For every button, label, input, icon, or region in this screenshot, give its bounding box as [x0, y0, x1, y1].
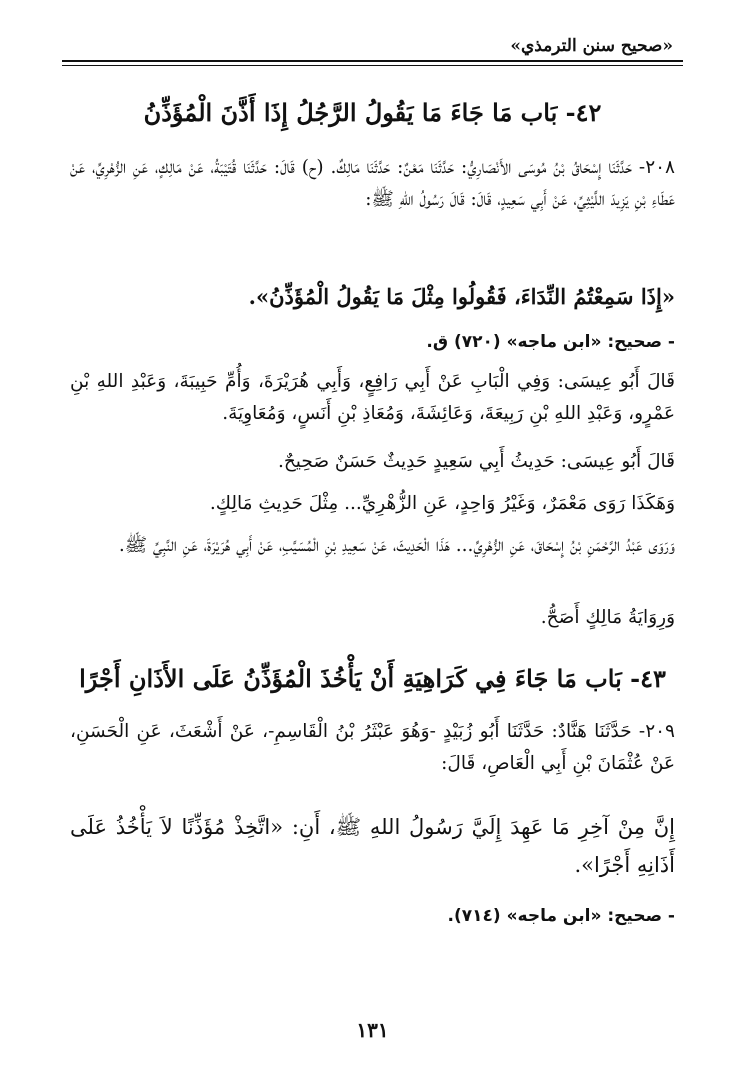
hadith-208-matn: «إِذَا سَمِعْتُمُ النِّدَاءَ، فَقُولُوا مِثْلَ مَا يَقُولُ الْمُؤَذِّنُ».: [248, 284, 675, 309]
narration-note-abdurrahman: وَرَوَى عَبْدُ الرَّحْمَنِ بْنُ إِسْحَاقَ، عَنِ الزُّهْرِيِّ... هَذَا الْحَدِيثَ، عَنْ سَعِيدِ بْنِ الْمُسَيَّبِ، عَنْ أَبِي هُرَيْرَةَ، عَنِ النَّبِيِّ ﷺ.: [118, 535, 675, 556]
chapter-42-title: ٤٢- بَاب مَا جَاءَ مَا يَقُولُ الرَّجُلُ إِذَا أَذَّنَ الْمُؤَذِّنُ: [143, 98, 602, 127]
abu-isa-comment-chapter: قَالَ أَبُو عِيسَى: وَفِي الْبَابِ عَنْ أَبِي رَافِعٍ، وَأَبِي هُرَيْرَةَ، وَأُمِّ حَبِيبَةَ، وَعَبْدِ اللهِ بْنِ عَمْرٍو، وَعَبْدِ اللهِ بْنِ رَبِيعَةَ، وَعَائِشَةَ، وَمُعَاذِ بْنِ أَنَسٍ، وَمُعَاوِيَةَ.: [70, 371, 675, 424]
hadith-209-matn: إِنَّ مِنْ آخِرِ مَا عَهِدَ إِلَيَّ رَسُولُ اللهِ ﷺ، أَنِ: «اتَّخِذْ مُؤَذِّنًا لاَ يَأْخُذُ عَلَى أَذَانِهِ أَجْرًا».: [70, 815, 675, 877]
header-rule-thin: [62, 65, 683, 66]
header-rule: [62, 60, 683, 62]
hadith-208-grade: [70, 326, 675, 358]
grade-label: - صحيح: «ابن ماجه» (٧١٤).: [447, 906, 675, 926]
grade-label: - صحيح: «ابن ماجه» (٧٢٠) ق.: [426, 332, 675, 352]
hadith-209-grade: [70, 900, 675, 932]
hadith-209-isnad: ٢٠٩- حَدَّثَنَا هَنَّادٌ: حَدَّثَنَا أَبُو زُبَيْدٍ -وَهُوَ عَبْثَرُ بْنُ الْقَاسِمِ-، عَنْ أَشْعَثَ، عَنِ الْحَسَنِ، عَنْ عُثْمَانَ بْنِ أَبِي الْعَاصِ، قَالَ:: [70, 721, 675, 774]
chapter-43-title: ٤٣- بَاب مَا جَاءَ فِي كَرَاهِيَةِ أَنْ يَأْخُذَ الْمُؤَذِّنُ عَلَى الأَذَانِ أَجْرًا: [79, 664, 666, 693]
hadith-208-isnad: ٢٠٨- حَدَّثَنَا إِسْحَاقُ بْنُ مُوسَى الأَنْصَارِيُّ: حَدَّثَنَا مَعْنٌ: حَدَّثَنَا مَالِكٌ. (ح) قَالَ: حَدَّثَنَا قُتَيْبَةُ، عَنْ مَالِكٍ، عَنِ الزُّهْرِيِّ، عَنْ عَطَاءِ بْنِ يَزِيدَ اللَّيْثِيِّ، عَنْ أَبِي سَعِيدٍ، قَالَ: قَالَ رَسُولُ اللهِ ﷺ:: [70, 157, 675, 210]
page-number: ١٣١: [356, 1018, 389, 1042]
narration-note-malik: وَرِوَايَةُ مَالِكٍ أَصَحُّ.: [540, 607, 675, 628]
running-header: «صحيح سنن الترمذي»: [510, 36, 673, 56]
narration-note-mamar: وَهَكَذَا رَوَى مَعْمَرٌ، وَغَيْرُ وَاحِدٍ، عَنِ الزُّهْرِيِّ... مِثْلَ حَدِيثِ مَالِكٍ.: [209, 493, 675, 514]
abu-isa-comment-grade: قَالَ أَبُو عِيسَى: حَدِيثُ أَبِي سَعِيدٍ حَدِيثٌ حَسَنٌ صَحِيحٌ.: [277, 451, 675, 472]
